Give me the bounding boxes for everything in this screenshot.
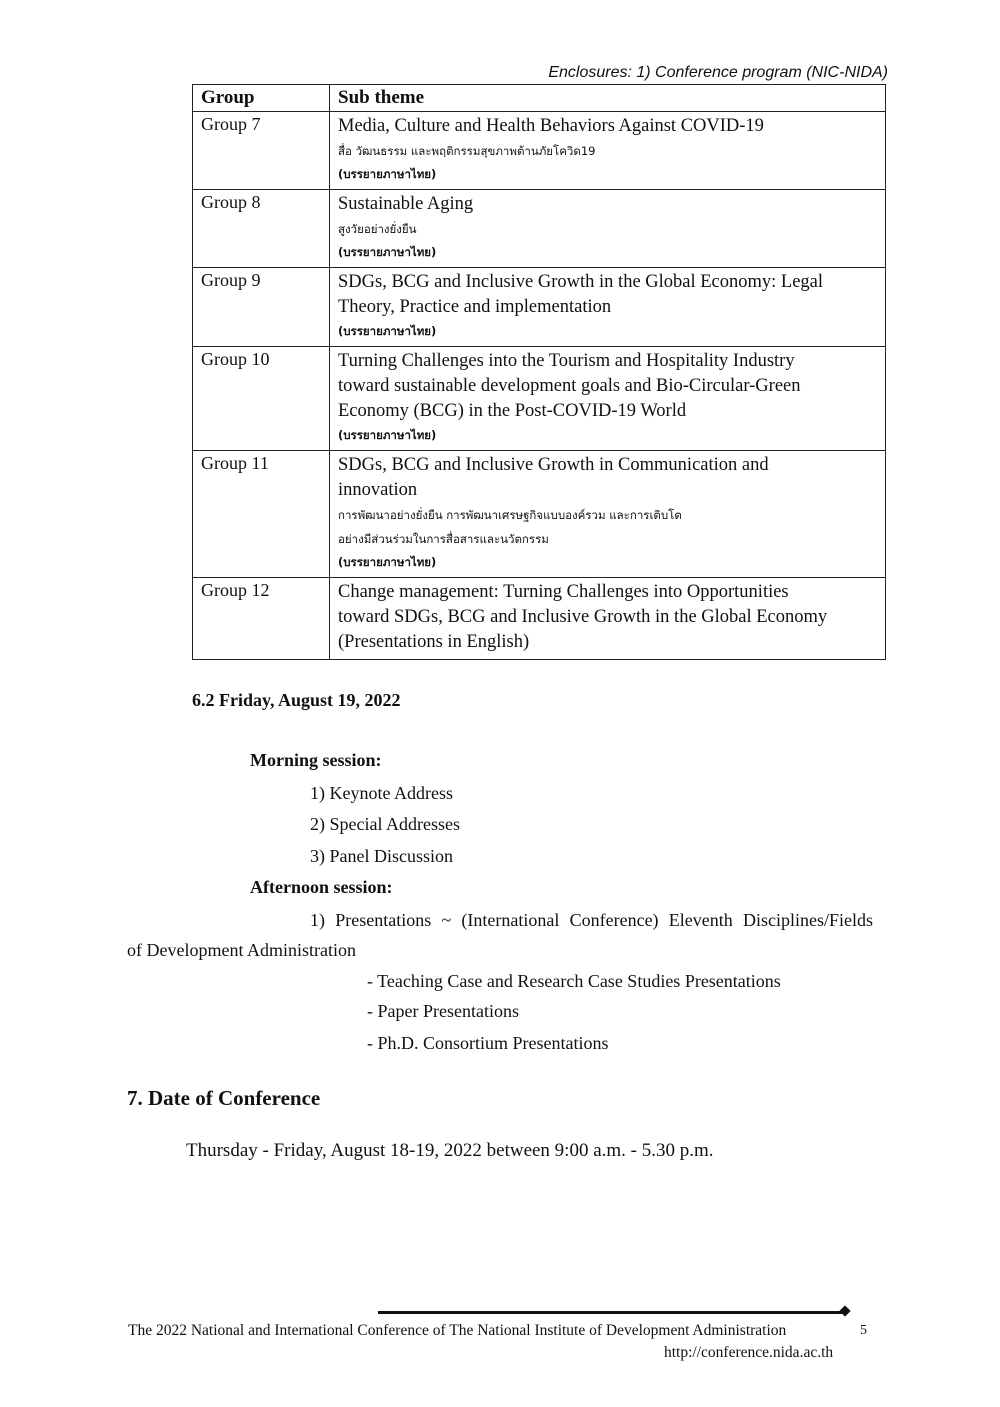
sub-theme-english-line: Turning Challenges into the Tourism and Hospitality Industry xyxy=(338,351,795,371)
table-row xyxy=(193,347,886,451)
footer-diamond-ornament xyxy=(839,1305,850,1316)
sub-theme-cell xyxy=(330,190,886,268)
sub-theme-cell xyxy=(330,268,886,347)
afternoon-item: 1) Presentations ~ (International Conference) Eleventh Disciplines/Fields xyxy=(310,910,873,930)
sub-theme-cell xyxy=(330,451,886,578)
section-7-heading: 7. Date of Conference xyxy=(127,1086,321,1110)
sub-theme-thai-line: อย่างมีส่วนร่วมในการสื่อสารและนวัตกรรม xyxy=(338,532,549,546)
footer-title: The 2022 National and International Conference of The National Institute of Development Administration xyxy=(128,1322,787,1339)
group-cell: Group 9 xyxy=(193,268,330,347)
afternoon-session-label: Afternoon session: xyxy=(250,877,393,897)
afternoon-item-continued: of Development Administration xyxy=(127,940,356,960)
conference-date-text: Thursday - Friday, August 18-19, 2022 between 9:00 a.m. - 5.30 p.m. xyxy=(186,1140,714,1161)
sub-theme-english-line: Change management: Turning Challenges into Opportunities xyxy=(338,582,789,602)
afternoon-subitem: - Ph.D. Consortium Presentations xyxy=(367,1033,609,1053)
group-cell: Group 12 xyxy=(193,578,330,660)
language-note: (บรรยายภาษาไทย) xyxy=(338,555,437,569)
sub-theme-thai-line: สื่อ วัฒนธรรม และพฤติกรรมสุขภาพต้านภัยโควิด19 xyxy=(338,144,596,158)
afternoon-subitem: - Paper Presentations xyxy=(367,1001,519,1021)
table-row xyxy=(193,112,886,190)
afternoon-subitem: - Teaching Case and Research Case Studies Presentations xyxy=(367,971,781,991)
group-cell: Group 11 xyxy=(193,451,330,578)
group-cell: Group 10 xyxy=(193,347,330,451)
sub-theme-cell xyxy=(330,578,886,660)
table-header-row xyxy=(193,85,886,112)
sub-theme-cell xyxy=(330,112,886,190)
sub-theme-english-line: innovation xyxy=(338,480,418,500)
table-row xyxy=(193,451,886,578)
group-cell: Group 7 xyxy=(193,112,330,190)
language-note: (บรรยายภาษาไทย) xyxy=(338,167,437,181)
sub-theme-table xyxy=(192,84,886,660)
sub-theme-english-line: (Presentations in English) xyxy=(338,632,530,652)
sub-theme-english-line: toward sustainable development goals and Bio-Circular-Green xyxy=(338,376,801,396)
sub-theme-english-line: Economy (BCG) in the Post-COVID-19 World xyxy=(338,401,687,421)
sub-theme-english-line: SDGs, BCG and Inclusive Growth in the Global Economy: Legal xyxy=(338,272,824,292)
morning-item: 2) Special Addresses xyxy=(310,814,460,834)
table-row xyxy=(193,190,886,268)
table-row xyxy=(193,268,886,347)
group-cell: Group 8 xyxy=(193,190,330,268)
sub-theme-english-line: SDGs, BCG and Inclusive Growth in Communication and xyxy=(338,455,769,475)
language-note: (บรรยายภาษาไทย) xyxy=(338,428,437,442)
morning-item: 1) Keynote Address xyxy=(310,783,453,803)
sub-theme-cell xyxy=(330,347,886,451)
sub-theme-english-line: Sustainable Aging xyxy=(338,194,474,214)
footer-rule xyxy=(378,1311,844,1314)
language-note: (บรรยายภาษาไทย) xyxy=(338,324,437,338)
footer-url: http://conference.nida.ac.th xyxy=(664,1344,834,1361)
table-row xyxy=(193,578,886,660)
sub-theme-thai-line: สูงวัยอย่างยั่งยืน xyxy=(338,222,417,236)
enclosure-note: Enclosures: 1) Conference program (NIC-NIDA) xyxy=(548,64,888,81)
language-note: (บรรยายภาษาไทย) xyxy=(338,245,437,259)
sub-theme-english-line: toward SDGs, BCG and Inclusive Growth in the Global Economy xyxy=(338,607,828,627)
sub-theme-thai-line: การพัฒนาอย่างยั่งยืน การพัฒนาเศรษฐกิจแบบองค์รวม และการเติบโต xyxy=(338,508,682,522)
column-header-sub-theme: Sub theme xyxy=(330,85,886,112)
sub-theme-english-line: Theory, Practice and implementation xyxy=(338,297,612,317)
page-number: 5 xyxy=(860,1323,867,1338)
morning-item: 3) Panel Discussion xyxy=(310,846,453,866)
column-header-group: Group xyxy=(193,85,330,112)
morning-session-label: Morning session: xyxy=(250,750,382,770)
sub-theme-english-line: Media, Culture and Health Behaviors Against COVID-19 xyxy=(338,116,764,136)
section-6-2-heading: 6.2 Friday, August 19, 2022 xyxy=(192,690,401,710)
